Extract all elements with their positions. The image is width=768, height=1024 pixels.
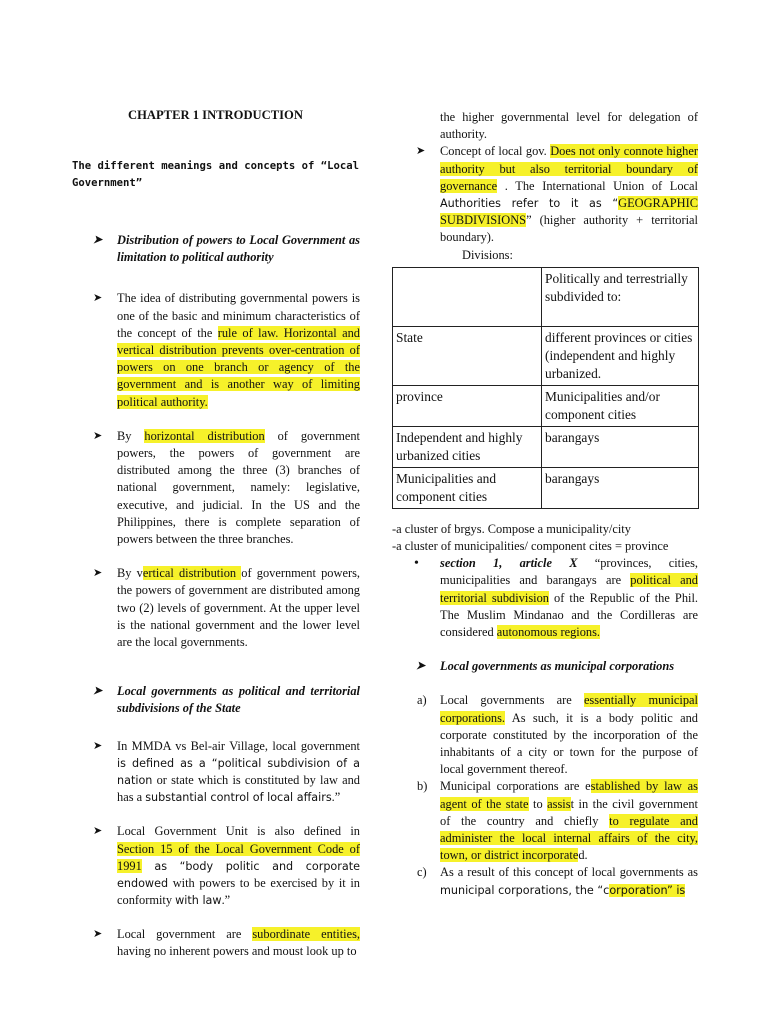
note-barangay-cluster: -a cluster of brgys. Compose a municipality/city [392, 521, 631, 536]
highlight: assis [547, 796, 571, 811]
table-cell: different provinces or cities (independent and highly urbanized. [542, 326, 699, 385]
note-municipality-cluster: -a cluster of municipalities/ component cites = province [392, 539, 669, 554]
highlight: subordinate entities, [252, 926, 360, 941]
arrow-bullet-icon: ➤ [93, 429, 103, 442]
arrow-bullet-icon: ➤ [93, 567, 103, 580]
table-cell: Politically and terrestrially subdivided to: [542, 267, 699, 326]
table-cell: Municipalities and/or component cities [542, 385, 699, 426]
arrow-bullet-icon: ➤ [93, 292, 103, 305]
heading-political-territorial-subdivisions: ➤ Local governments as political and territorial subdivisions of the State [93, 684, 360, 716]
table-row [393, 467, 699, 508]
right-column [392, 106, 698, 899]
paragraph-horizontal-distribution: ➤ By horizontal distribution of government powers, the powers of government are distributed among the three (3) branches of national government, namely: legislative, executive, and judicial. In the US and the Philippines, there is complete separation of powers between the three branches. [93, 428, 360, 547]
paragraph-lgu-definition: ➤ Local Government Unit is also defined in Section 15 of the Local Government Code of 1991 as “body politic and corporate endowed with powers to be exercised by it in conformity with law.” [93, 824, 360, 908]
list-item-b: b) Municipal corporations are established by law as agent of the state to assist in the civil government of the country and chiefly to regulate and administer the local internal affairs of the city, town, or district incorporated. [417, 779, 699, 863]
table-cell: Municipalities and component cities [393, 467, 542, 508]
arrow-bullet-icon: ➤ [93, 234, 103, 246]
paragraph-section-1-article-x: • section 1, article X “provinces, cities, municipalities and barangays are political and territorial subdivision of the Republic of the Phil. The Muslim Mindanao and the Cordilleras are considered autonomous regions. [414, 556, 698, 640]
paragraph-mmda-case: ➤ In MMDA vs Bel-air Village, local government is defined as a “political subdivision of a nation or state which is constituted by law and has a substantial control of local affairs.” [93, 738, 360, 805]
divisions-label: Divisions: [462, 247, 513, 262]
highlight: political and territorial subdivision [440, 573, 698, 605]
arrow-bullet-icon: ➤ [93, 825, 103, 838]
highlight: essentially municipal corporations. [440, 693, 698, 725]
left-column [72, 106, 360, 960]
highlight: stablished by law as agent of the state [440, 779, 698, 811]
bullet-dot-icon: • [414, 556, 419, 572]
arrow-bullet-icon: ➤ [416, 660, 426, 673]
table-row [393, 267, 699, 326]
highlight: orporation” is [609, 883, 686, 897]
list-item-a: a) Local governments are essentially municipal corporations. As such, it is a body politic and corporate constituted by the incorporation of the inhabitants of a city or town for the purpose of local government thereof. [417, 693, 698, 777]
highlight: horizontal distribution [144, 428, 265, 443]
heading-distribution-of-powers: ➤ Distribution of powers to Local Government as limitation to political authority [93, 233, 360, 265]
continued-text: the higher governmental level for delegation of authority. [440, 110, 698, 142]
table-row [393, 426, 699, 467]
arrow-bullet-icon: ➤ [416, 145, 426, 158]
highlight: rule of law. Horizontal and vertical distribution prevents over-centration of powers on one branch or agency of the government and is another way of limiting political authority. [117, 325, 360, 409]
arrow-bullet-icon: ➤ [93, 685, 103, 698]
arrow-bullet-icon: ➤ [93, 927, 103, 940]
paragraph-subordinate-entities: ➤ Local government are subordinate entities, having no inherent powers and moust look up to [93, 926, 360, 958]
table-cell: barangays [542, 467, 699, 508]
highlight: ertical distribution [142, 566, 242, 581]
table-row [393, 385, 699, 426]
section-subtitle: The different meanings and concepts of “Local Government” [72, 160, 360, 189]
table-cell: barangays [542, 426, 699, 467]
highlight: Does not only connote higher authority but also territorial boundary of governance [440, 144, 698, 193]
table-cell: Independent and highly urbanized cities [393, 426, 542, 467]
chapter-title: CHAPTER 1 INTRODUCTION [128, 108, 303, 122]
highlight: autonomous regions. [496, 625, 601, 640]
highlight: to regulate and administer the local internal affairs of the city, town, or district incorporate [440, 813, 699, 863]
paragraph-vertical-distribution: ➤ By vertical distribution of government powers, the powers of government are distributed among two (2) levels of government. At the upper level is the national government and the lower level are the local governments. [93, 566, 360, 650]
highlight: GEOGRAPHIC SUBDIVISIONS [440, 196, 698, 228]
table-cell [393, 267, 542, 326]
arrow-bullet-icon: ➤ [93, 739, 103, 752]
table-cell: State [393, 326, 542, 385]
list-item-c: c) As a result of this concept of local governments as municipal corporations, the “corporation” is [417, 865, 698, 897]
heading-municipal-corporations: ➤ Local governments as municipal corporations [392, 658, 698, 675]
table-cell: province [393, 385, 542, 426]
table-row [393, 326, 699, 385]
paragraph-rule-of-law: ➤ The idea of distributing governmental powers is one of the basic and minimum characteristics of the concept of the rule of law. Horizontal and vertical distribution prevents over-centration of powers on one branch or agency of the government and is another way of limiting political authority. [93, 291, 360, 409]
highlight: Section 15 of the Local Government Code of 1991 [117, 841, 360, 873]
paragraph-concept-of-local-gov: ➤ Concept of local gov. Does not only connote higher authority but also territorial boundary of governance . The International Union of Local Authorities refer to it as “GEOGRAPHIC SUBDIVISIONS” (higher authority + territorial boundary). [416, 144, 698, 245]
divisions-table [392, 267, 699, 509]
